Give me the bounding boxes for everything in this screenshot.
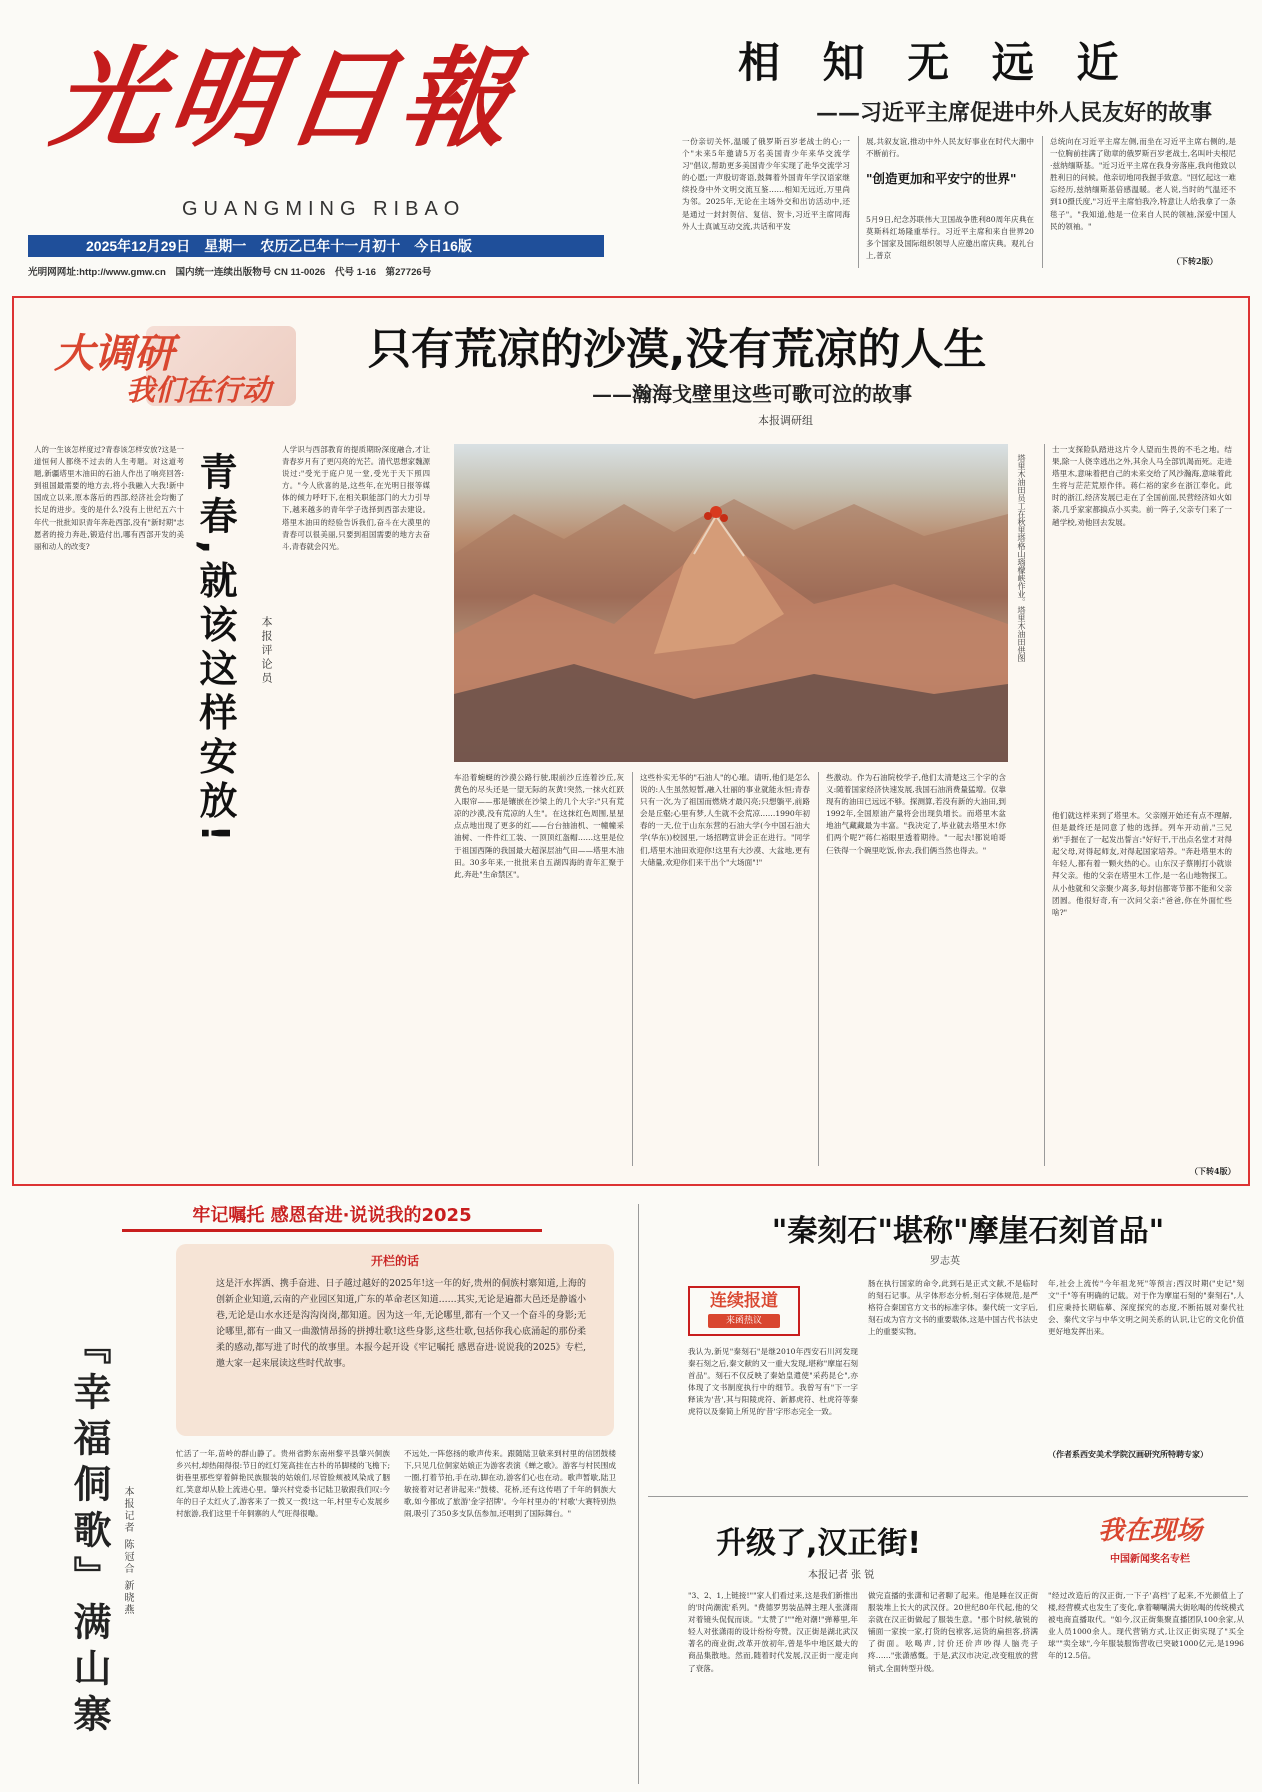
top-story-col2b: 5月9日,纪念苏联伟大卫国战争胜利80周年庆典在莫斯科红场隆重举行。习近平主席和来自世界20多个国家及国际组织领导人应邀出席庆典。观礼台上,普京 bbox=[866, 215, 1034, 261]
divider bbox=[858, 136, 859, 268]
commentary-col2: 人学识与西部教育的提质期盼深度融合,才让青春岁月有了更闪亮的光芒。清代思想家魏源说过:"受光于庭户见一堂,受光于天下照四方。"今人欣喜的是,这些年,在光明日报等媒体的倾力呼吁下,在相关职能部门的大力引导下,越来越多的青年学子选择到西部去建设。塔里木油田的经验告诉我们,奋斗在大漠里的青春可以很美丽,只要到祖国需要的地方去奋斗,青春就会闪光。 bbox=[282, 445, 430, 551]
feature-col-d2: 他们就这样来到了塔里木。父亲刚开始还有点不理解,但是最终还是同意了他的选择。列车开动前,"三兄弟"手握在了一起发出誓言:"好好干,干出点名堂才对得起父母,对得起师友,对得起国家培养。"奔赴塔里木的年轻人,都有着一颗火热的心。山东汉子蔡刚打小就崇拜父亲。他的父亲在塔里木工作,是一名山地物探工。从小他就和父亲聚少离多,每封信都寄节都不能和父亲团圆。他很好奇,有一次问父亲:"爸爸,你在外面忙些啥?" bbox=[1052, 811, 1232, 917]
hanzheng-title: 升级了,汉正街! bbox=[716, 1526, 922, 1561]
feature-headline: 只有荒凉的沙漠,没有荒凉的人生 bbox=[368, 325, 987, 375]
divider bbox=[1044, 444, 1045, 1166]
qin-col1: 我认为,新见"秦刻石"是继2010年西安石川河发现秦石刻之后,秦文献的又一重大发现,堪称"摩崖石刻首品"。刻石不仅反映了秦始皇遣使"采药昆仑",亦体现了文书制度执行中的细节。我曾写有"下一字释读为'昔',其与阳陵虎符、新郪虎符、杜虎符等秦虎符以及秦简上所见的'昔'字形态完全一致。 bbox=[688, 1347, 858, 1417]
intro-title: 开栏的话 bbox=[370, 1254, 419, 1268]
qin-col3: 年,社会上流传"今年祖龙死"等预言;西汉时期("史记"刻文"千"等有明确的记载。对于作为摩崖石刻的"秦刻石",人们应秉持长期临摹、深度探究的态度,不断拓展对秦代社会、秦代文字与中华文明之间关系的认识,让它的文化价值更好地发挥出来。 bbox=[1048, 1279, 1244, 1337]
divider bbox=[648, 1496, 1248, 1497]
info-line: 光明网网址:http://www.gmw.cn 国内统一连续出版物号 CN 11-0026 代号 1-16 第27726号 bbox=[28, 267, 432, 278]
top-story-jump: （下转2版） bbox=[1172, 256, 1218, 266]
hanzheng-byline: 本报记者 张 锐 bbox=[808, 1570, 875, 1581]
badge-title: 连续报道 bbox=[710, 1291, 778, 1311]
commentary-col1: 人的一生该怎样度过?青春该怎样安放?这是一道恒何人都绕不过去的人生考题。对这道考题,新疆塔里木油田的石油人作出了响亮回答:到祖国最需要的地方去,将小我融入大我!新中国成立以来,原本落后的西部,经济社会均衡了长足的进步。变的是什么?没有上世纪五六十年代一批批知识青年奔赴西部,没有"新时期"志愿者的接力奔赴,锻造付出,哪有西部开发的美丽和动人的改变? bbox=[34, 445, 184, 551]
story-col2: 不远处,一阵悠扬的歌声传来。跟随陆卫敏来到村里的信团鼓楼下,只见几位侗家姑娘正为游客表演《蝉之歌》。游客与村民围成一圈,打着节拍,手在动,脚在动,游客们心也在动。歌声暂歇,陆卫敏接着对记者讲起来:"鼓楼、花桥,还有这传唱了千年的侗族大歌,如今都成了旅游'金字招牌'。今年村里办的'村歌'大赛特别热闹,吸引了350多支队伍参加,还唱到了国际舞台。" bbox=[404, 1449, 616, 1519]
commentary-title-text: 青春,就该这样安放! bbox=[193, 452, 237, 848]
date-bar: 2025年12月29日 星期一 农历乙巳年十一月初十 今日16版 bbox=[28, 235, 604, 257]
photo-caption-text: 塔里木油田员工在秋里塔格山瑙檬峡作业。塔里木油田供图 bbox=[1017, 454, 1026, 662]
bottom-left bbox=[12, 1196, 628, 1786]
divider bbox=[638, 1204, 639, 1784]
photo-caption bbox=[1014, 454, 1028, 694]
bottom-right-bottom bbox=[648, 1500, 1252, 1786]
hanzheng-col1: "3、2、1,上链接!""家人们看过来,这是我们新推出的'时尚潮流'系列。"费德罗男装品牌主理人张潇雨对着镜头侃侃而谈。"太赞了!""绝对潮!"弹幕里,年轻人对张潇雨的设计纷纷夸赞。汉正街是湖北武汉著名的商业街,改革开放初年,曾是华中地区最大的商品集散地。然而,随着时代发展,汉正街一度走向了衰落。 bbox=[688, 1591, 858, 1673]
feature-col-b: 这些朴实无华的"石油人"的心璀。请听,他们是怎么说的:人生虽然短暂,融入壮丽的事业就能永恒;青春只有一次,为了祖国而燃烧才最闪亮;只想躺平,前路会是丘壑;心里有梦,人生就不会荒凉……1990年初春的一天,位于山东东营的石油大学(今中国石油大学(华东))校园里,一场招聘宣讲会正在进行。"同学们,塔里木油田欢迎你!这里有大沙漠、大盆地,更有大储量,欢迎你们来干出个"大场面"!" bbox=[640, 773, 810, 867]
top-story-subheadline: ——习近平主席促进中外人民友好的故事 bbox=[816, 100, 1213, 126]
qin-byline: 罗志英 bbox=[930, 1256, 960, 1267]
badge-line2: 我们在行动 bbox=[126, 373, 272, 407]
hanzheng-col3: "经过改造后的汉正街,一下子'高档'了起来,不光颜值上了楼,经营模式也发生了变化,拿着唰唰满大街吆喝的传统模式被电商直播取代。"如今,汉正街集聚直播团队100余家,从业人员1000余人。现代营销方式,让汉正街实现了"买全球""卖全球",今年服装服饰营收已突破1000亿元,是1996年的12.5倍。 bbox=[1048, 1591, 1244, 1661]
commentary-title bbox=[190, 452, 250, 892]
divider bbox=[632, 772, 633, 1166]
feature-byline: 本报调研组 bbox=[758, 414, 813, 427]
commentary-byline bbox=[258, 616, 274, 686]
feature-col-c: 些激动。作为石油院校学子,他们太清楚这三个字的含义:随着国家经济快速发展,我国石油消费量猛增。仅靠现有的油田已远远不够。探测算,若没有新的大油田,到1992年,全国原油产量将会出现负增长。而塔里木盆地油气藏藏最为丰富。"我决定了,毕业就去塔里木!你们两个呢?"蒋仁裕眼里透着期待。"一起去!都说咱哥仨铁得一个碗里吃饭,你去,我们俩当然也得去。" bbox=[826, 773, 1006, 855]
masthead-pinyin: GUANGMING RIBAO bbox=[182, 198, 466, 220]
hanzheng-col2: 做完直播的张潇和记者聊了起来。他是睡在汉正街服装堆上长大的武汉伢。20世纪80年代起,他的父亲就在汉正街做起了服装生意。"那个时候,敏锐的铺面一家挨一家,打货的包袱客,运货的扁担客,挤满了街面。吆喝声,讨价还价声吵得人脑壳子疼……"张潇感慨。于是,武汉市决定,改变粗放的营销式,全面转型升级。 bbox=[868, 1591, 1038, 1673]
intro-box bbox=[176, 1244, 614, 1436]
story-byline-text: 本报记者 陈冠合 新晓燕 bbox=[122, 1486, 133, 1617]
masthead-logo: 光明日報 bbox=[45, 36, 527, 162]
section-banner-text: 牢记嘱托 感恩奋进·说说我的2025 bbox=[192, 1205, 472, 1226]
feature-badge bbox=[54, 320, 354, 416]
continuing-report-badge bbox=[688, 1286, 800, 1336]
commentary-byline-text: 本报评论员 bbox=[260, 616, 273, 686]
divider bbox=[1042, 136, 1043, 268]
feature-jump: （下转4版） bbox=[1190, 1166, 1236, 1176]
qin-title: "秦刻石"堪称"摩崖石刻首品" bbox=[771, 1214, 1165, 1249]
divider bbox=[818, 772, 819, 1166]
story-title-text: 『幸福侗歌』满山寨 bbox=[67, 1326, 111, 1740]
section-banner bbox=[122, 1202, 542, 1232]
story-byline bbox=[120, 1486, 135, 1646]
top-story bbox=[666, 18, 1242, 286]
feature-col-a: 车沿着蜿蜒的沙漠公路行驶,眼前沙丘连着沙丘,灰黄色的尽头还是一望无际的灰黄!突然,一抹火红跃入眼帘——那是镶嵌在沙梁上的几个大字:"只有荒凉的沙漠,没有荒凉的人生"。在这抹红色周围,星星点点地出现了更多的红——台台抽油机、一幢幢采油树、一件件红工装、一顶顶红盔帽……这里是位于祖国西陲的我国最大超深层油气田——塔里木油田。30多年来,一批批来自五湖四海的青年汇聚于此,奔赴"生命禁区"。 bbox=[454, 773, 624, 879]
badge-line1: 大调研 bbox=[54, 331, 174, 377]
feature-photo bbox=[454, 444, 1008, 762]
bottom-right-top bbox=[648, 1196, 1252, 1492]
feature-col-d: 士一支探险队踏进这片令人望而生畏的不毛之地。结果,除一人侥幸逃出之外,其余人马全部饥渴而死。走进塔里木,意味着把自己的未来交给了风沙瀚海,意味着此生将与茫茫荒原作伴。蒋仁裕的家乡在浙江奉化。此时的浙江,经济发展已走在了全国前面,民营经济如火如荼,几乎家家都搞点小买卖。前一阵子,父亲专门来了一趟学校,劝他回去发展。 bbox=[1052, 445, 1232, 527]
qin-col2: 肠在执行国家的命令,此到石是正式文献,不是临时的刻石记事。从字体形态分析,刻石字体规范,是严格符合秦国官方文书的标准字体。秦代统一文字后,刻石成为官方文书的重要载体,这是中国古代书法史上的重要实物。 bbox=[868, 1279, 1038, 1337]
story-title bbox=[62, 1326, 117, 1766]
top-story-col2: 展,共叙友谊,推动中外人民友好事业在时代大潮中不断前行。 bbox=[866, 137, 1034, 159]
on-site-badge-subtitle: 中国新闻奖名专栏 bbox=[1110, 1554, 1190, 1565]
feature-subheadline: ——瀚海戈壁里这些可歌可泣的故事 bbox=[592, 382, 912, 406]
mountain-illustration bbox=[454, 444, 1008, 762]
badge-subtitle: 来函热议 bbox=[708, 1314, 780, 1328]
intro-text: 这是汗水挥洒、携手奋进、日子越过越好的2025年!这一年的好,贵州的侗族村寨知道,上海的创新企业知道,云南的产业园区知道,广东的革命老区知道……其实,无论是遍都大邑还是静谧小巷,无论是山水水还是沟沟岗岗,都知道。因为这一年,无论哪里,都有一个又一个奋斗的身影;无论哪里,都有一曲又一曲激情昂扬的拼搏壮歌!这些身影,这些壮歌,包括你我心底涌起的那份柔柔的感动,都写进了时代的故事里。本报今起开设《牢记嘱托 感恩奋进·说说我的2025》专栏,邀大家一起来展读这些时代故事。 bbox=[216, 1279, 586, 1369]
top-story-col3: 总统向在习近平主席左侧,而坐在习近平主席右侧的,是一位胸前挂满了勋章的俄罗斯百岁老战士,名叫叶夫根尼·兹纳缅斯基。"近习近平主席在我身旁落座,我向他致以胜利日的问候。他亲切地同我握手致意。"回忆起这一难忘经历,兹纳缅斯基倍感温暖。老人说,当时的气温还不到10摄氏度,"习近平主席怕我冷,特意让人给我拿了一条毯子"。"我知道,他是一位来自人民的领袖,深爱中国人民的领袖。" bbox=[1050, 137, 1236, 231]
on-site-badge bbox=[1060, 1512, 1240, 1578]
top-story-headline: 相 知 无 远 近 bbox=[738, 38, 1133, 87]
feature-box bbox=[12, 296, 1250, 1186]
on-site-badge-title: 我在现场 bbox=[1097, 1516, 1202, 1546]
story-col1: 忙活了一年,苗岭的群山静了。贵州省黔东南州黎平县肇兴侗族乡兴村,却热闹得很:节日的红灯笼高挂在古朴的吊脚楼的飞檐下;街巷里那些穿着鲜艳民族服装的姑娘们,尽管脸颊被风染成了胭红,笑意却从脸上流进心里。肇兴村党委书记陆卫敏跟我们叹:今年的日子太红火了,游客来了一拨又一拨!这一年,村里专心发展乡村旅游,我们这里千年侗寨的人气旺得很嘞。 bbox=[176, 1449, 390, 1519]
top-story-subhead: "创造更加和平安宁的世界" bbox=[866, 171, 1017, 186]
top-story-col1: 一份亲切关怀,温暖了俄罗斯百岁老战士的心;一个"未来5年邀请5万名美国青少年来华交流学习"倡议,帮助更多美国青少年实现了赴华交流学习的心愿;一声殷切寄语,鼓舞着外国青年学汉语家继续投身中外文明交流互鉴……相知无远近,万里尚为邻。2025年,无论在主场外交和出访活动中,还是通过一封封贺信、复信、贺卡,习近平主席同海外人士真诚互动交流,共话和平发 bbox=[682, 137, 850, 231]
qin-author-note: （作者系西安美术学院汉画研究所特聘专家） bbox=[1048, 1449, 1208, 1459]
masthead bbox=[20, 18, 620, 280]
